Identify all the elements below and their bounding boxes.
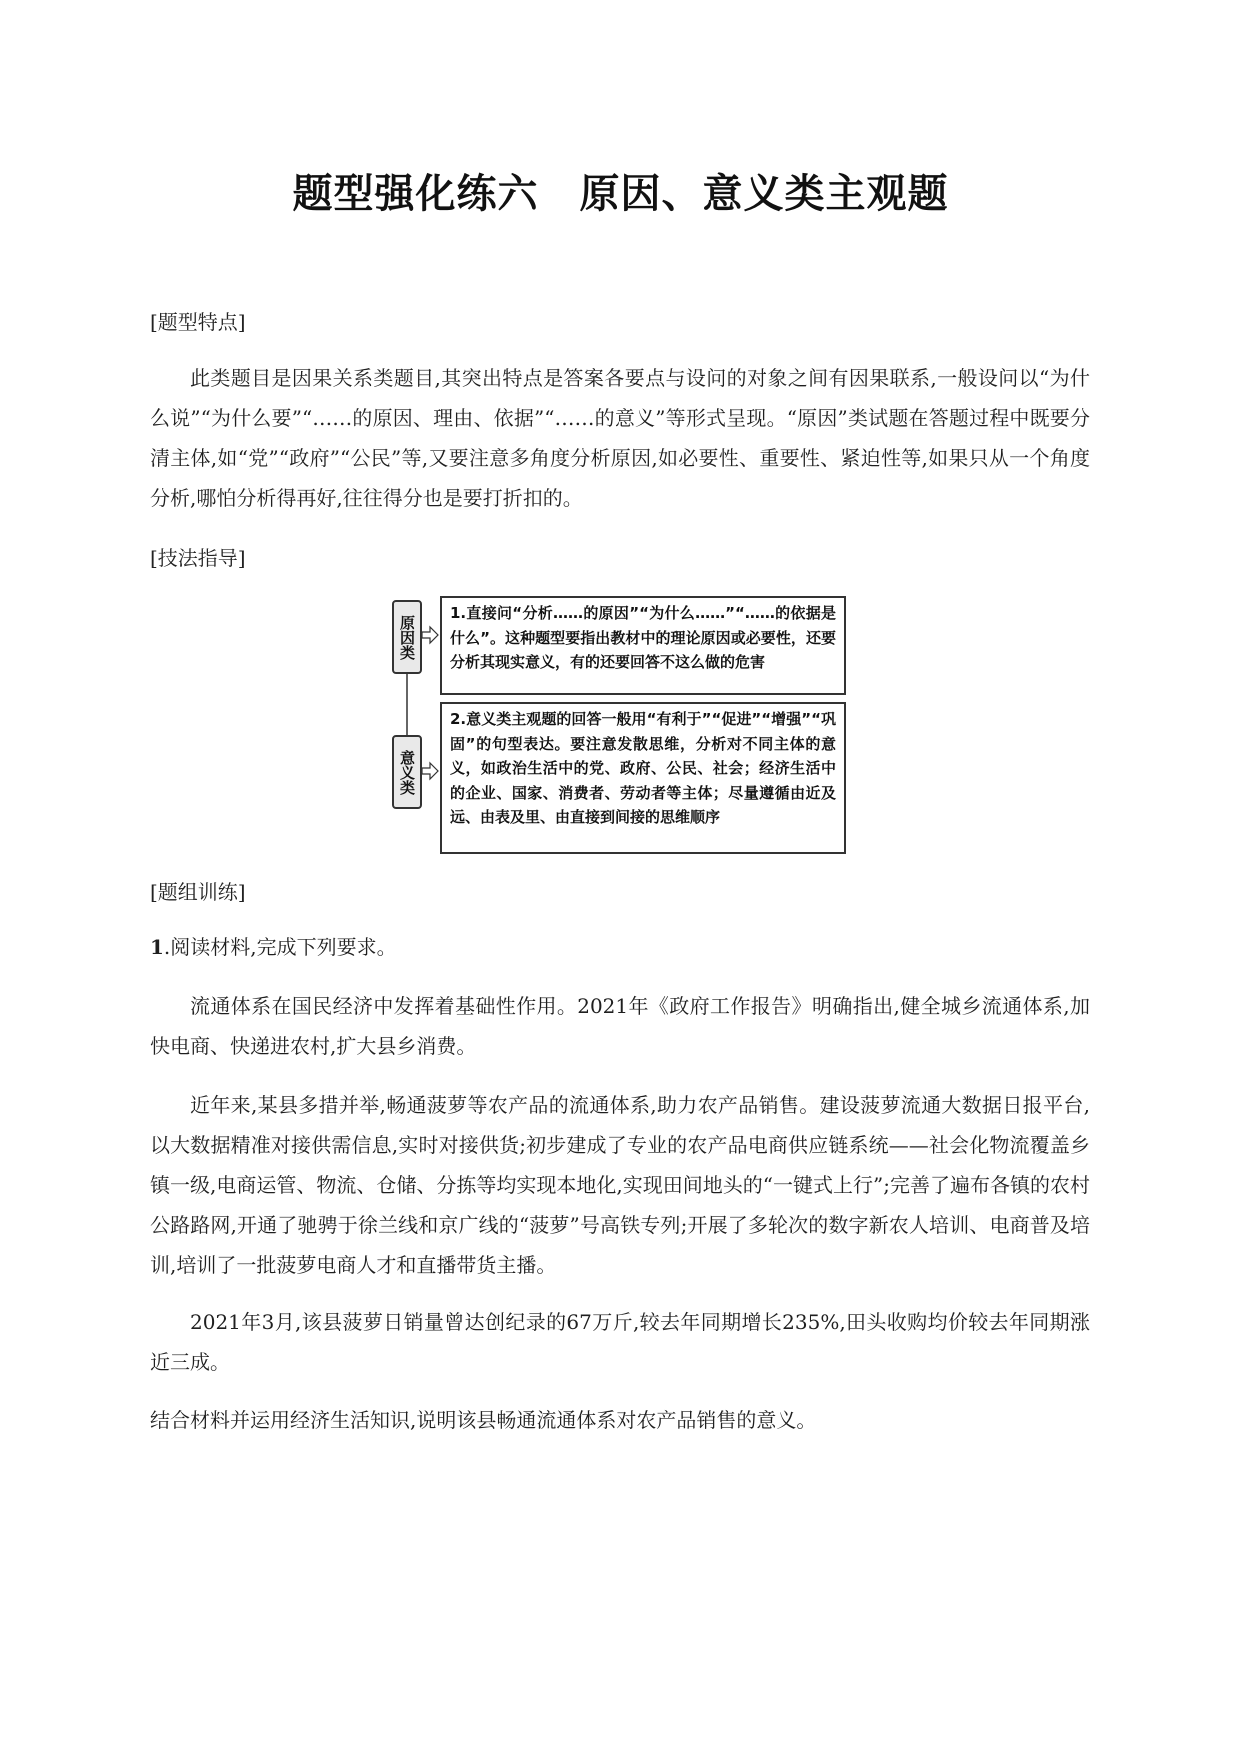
question-prompt bbox=[150, 927, 1090, 967]
section-heading-practice: [题组训练] bbox=[150, 880, 246, 904]
question-number: 1 bbox=[150, 935, 164, 959]
section-heading-guide: [技法指导] bbox=[150, 546, 246, 570]
meaning-description: 2.意义类主观题的回答一般用“有利于”“促进”“增强”“巩固”的句型表达。要注意发散思维，分析对不同主体的意义，如政治生活中的党、政府、公民、社会；经济生活中的企业、国家、消费者、劳动者等主体；尽量遵循由近及远、由表及里、由直接到间接的思维顺序 bbox=[440, 702, 846, 854]
category-reason: 原因类 bbox=[392, 600, 422, 674]
material-paragraph: 近年来,某县多措并举,畅通菠萝等农产品的流通体系,助力农产品销售。建设菠萝流通大数据日报平台,以大数据精准对接供需信息,实时对接供货;初步建成了专业的农产品电商供应链系统——社会化物流覆盖乡镇一级,电商运管、物流、仓储、分拣等均实现本地化,实现田间地头的“一键式上行”;完善了遍布各镇的农村公路路网,开通了驰骋于徐兰线和京广线的“菠萝”号高铁专列;开展了多轮次的数字新农人培训、电商普及培训,培训了一批菠萝电商人才和直播带货主播。 bbox=[150, 1093, 1090, 1277]
arrow-icon-reason bbox=[422, 627, 438, 643]
page-title: 题型强化练六 原因、意义类主观题 bbox=[292, 171, 949, 217]
question-task: 结合材料并运用经济生活知识,说明该县畅通流通体系对农产品销售的意义。 bbox=[150, 1408, 817, 1432]
material-paragraph: 流通体系在国民经济中发挥着基础性作用。2021年《政府工作报告》明确指出,健全城乡流通体系,加快电商、快递进农村,扩大县乡消费。 bbox=[150, 994, 1090, 1058]
method-diagram bbox=[385, 596, 855, 856]
reason-description: 1.直接问“分析……的原因”“为什么……”“……的依据是什么”。这种题型要指出教材中的理论原因或必要性，还要分析其现实意义，有的还要回答不这么做的危害 bbox=[440, 596, 846, 695]
arrow-icon-meaning bbox=[422, 763, 438, 779]
material-paragraph: 2021年3月,该县菠萝日销量曾达创纪录的67万斤,较去年同期增长235%,田头收购均价较去年同期涨近三成。 bbox=[150, 1310, 1090, 1374]
category-meaning: 意义类 bbox=[392, 735, 422, 809]
section-heading-features: [题型特点] bbox=[150, 310, 246, 334]
question-prompt-text: .阅读材料,完成下列要求。 bbox=[163, 935, 397, 959]
features-paragraph: 此类题目是因果关系类题目,其突出特点是答案各要点与设问的对象之间有因果联系,一般设问以“为什么说”“为什么要”“……的原因、理由、依据”“……的意义”等形式呈现。“原因”类试题在答题过程中既要分清主体,如“党”“政府”“公民”等,又要注意多角度分析原因,如必要性、重要性、紧迫性等,如果只从一个角度分析,哪怕分析得再好,往往得分也是要打折扣的。 bbox=[150, 366, 1090, 510]
